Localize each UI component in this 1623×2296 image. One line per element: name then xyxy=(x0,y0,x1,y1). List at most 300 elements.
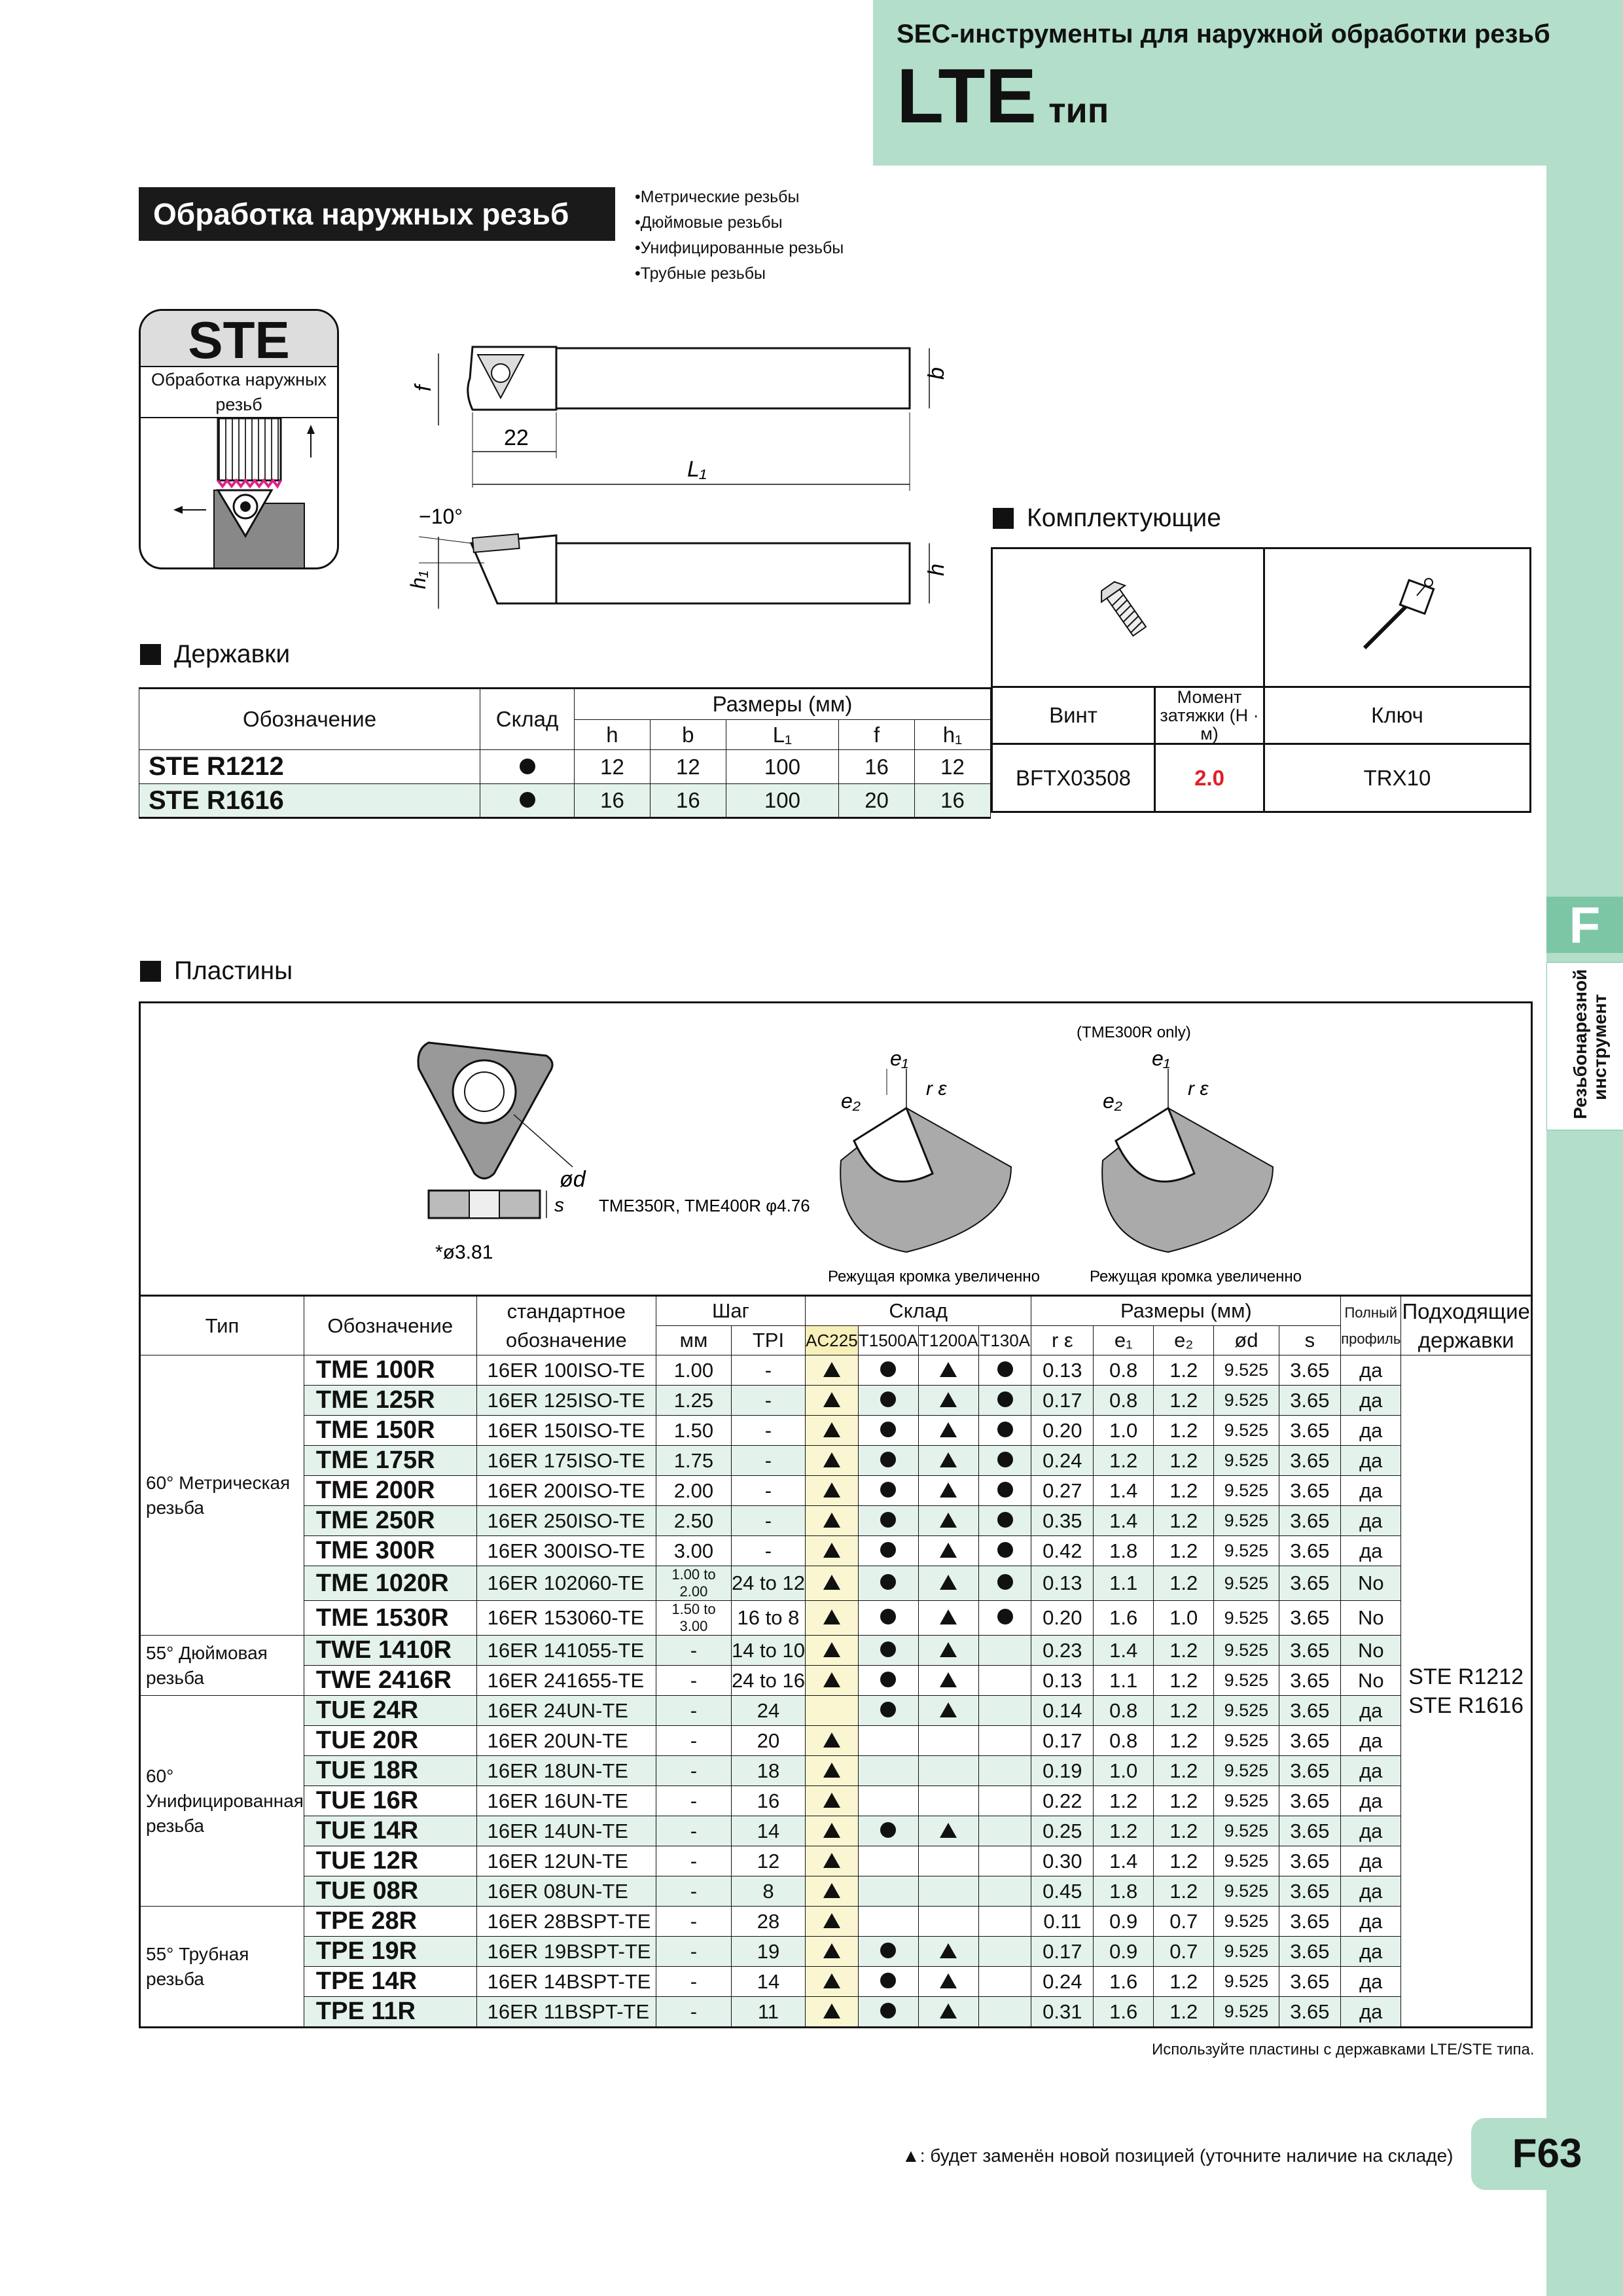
stock-cell xyxy=(858,1601,918,1636)
in-stock-icon xyxy=(997,1609,1013,1624)
grade-header: T1200A xyxy=(918,1326,978,1355)
dim-s: 3.65 xyxy=(1279,1876,1341,1907)
standard-code: 16ER 28BSPT-TE xyxy=(476,1907,656,1937)
dim-fp: No xyxy=(1341,1566,1401,1601)
side-strip xyxy=(1546,166,1623,2296)
triangle-icon xyxy=(823,1913,840,1928)
dim-fp: да xyxy=(1341,1816,1401,1846)
dim-re: 0.23 xyxy=(1031,1636,1094,1666)
pitch-mm: - xyxy=(656,1666,732,1696)
table-row xyxy=(140,1446,1532,1476)
in-stock-icon xyxy=(880,1452,896,1467)
dim-fp: да xyxy=(1341,1967,1401,1997)
stock-cell xyxy=(858,1937,918,1967)
triangle-icon xyxy=(940,1672,957,1687)
dim-s: 3.65 xyxy=(1279,1355,1341,1386)
stock-cell xyxy=(918,1726,978,1756)
table-row xyxy=(140,1386,1532,1416)
stock-cell xyxy=(805,1937,858,1967)
stock-cell xyxy=(979,1997,1031,2028)
col-standard: стандартное обозначение xyxy=(476,1296,656,1355)
triangle-icon xyxy=(940,1392,957,1407)
dim-re: 0.25 xyxy=(1031,1816,1094,1846)
cell: 20 xyxy=(839,784,915,818)
in-stock-icon xyxy=(880,1609,896,1624)
dim-e1: 1.1 xyxy=(1094,1566,1154,1601)
in-stock-icon xyxy=(997,1512,1013,1528)
stock-cell xyxy=(918,1876,978,1907)
pitch-mm: - xyxy=(656,1636,732,1666)
title-suffix: тип xyxy=(1048,91,1109,130)
pitch-tpi: 8 xyxy=(731,1876,805,1907)
insert-code: TUE 12R xyxy=(304,1846,476,1876)
pitch-mm: 1.25 xyxy=(656,1386,732,1416)
table-row xyxy=(140,1416,1532,1446)
dim-s: 3.65 xyxy=(1279,1726,1341,1756)
dim-fp: No xyxy=(1341,1601,1401,1636)
caption-edge-2: Режущая кромка увеличенно xyxy=(1090,1268,1302,1285)
dim-d: 9.525 xyxy=(1214,1756,1279,1786)
screw-image-cell xyxy=(992,548,1264,687)
label-od: ød xyxy=(560,1167,586,1192)
thread-type-item: •Метрические резьбы xyxy=(635,188,800,206)
insert-code: TWE 1410R xyxy=(304,1636,476,1666)
table-row xyxy=(140,1476,1532,1506)
dim-re: 0.11 xyxy=(1031,1907,1094,1937)
dim-e1: 1.1 xyxy=(1094,1666,1154,1696)
stock-cell xyxy=(979,1967,1031,1997)
in-stock-icon xyxy=(997,1422,1013,1437)
stock-cell xyxy=(805,1756,858,1786)
triangle-icon xyxy=(823,1543,840,1558)
holders-heading: Державки xyxy=(140,640,290,669)
stock-cell xyxy=(858,1536,918,1566)
col-mm: мм xyxy=(656,1326,732,1355)
triangle-icon xyxy=(823,1513,840,1528)
stock-cell xyxy=(979,1816,1031,1846)
in-stock-icon xyxy=(880,1391,896,1407)
stock-cell xyxy=(918,1506,978,1536)
pitch-tpi: 18 xyxy=(731,1756,805,1786)
label-e1-2: e₁ xyxy=(1152,1047,1170,1070)
dim-e1: 1.6 xyxy=(1094,1601,1154,1636)
standard-code: 16ER 200ISO-TE xyxy=(476,1476,656,1506)
triangle-icon xyxy=(823,1392,840,1407)
triangle-icon xyxy=(940,2003,957,2018)
cell: 16 xyxy=(915,784,991,818)
dim-s: 3.65 xyxy=(1279,1636,1341,1666)
dim-re: 0.22 xyxy=(1031,1786,1094,1816)
dim-header: r ε xyxy=(1031,1326,1094,1355)
dim-e1: 1.2 xyxy=(1094,1816,1154,1846)
dim-e1: 0.8 xyxy=(1094,1726,1154,1756)
insert-code: TUE 24R xyxy=(304,1696,476,1726)
stock-cell xyxy=(858,1446,918,1476)
dim-header: h xyxy=(575,720,651,750)
pitch-tpi: 28 xyxy=(731,1907,805,1937)
insert-code: TUE 14R xyxy=(304,1816,476,1846)
dim-fp: да xyxy=(1341,1506,1401,1536)
dim-re: 0.24 xyxy=(1031,1446,1094,1476)
stock-cell xyxy=(979,1876,1031,1907)
in-stock-icon xyxy=(880,1422,896,1437)
dim-re: 0.20 xyxy=(1031,1416,1094,1446)
inserts-heading: Пластины xyxy=(140,957,293,986)
pitch-mm: - xyxy=(656,1756,732,1786)
pitch-mm: 1.50 xyxy=(656,1416,732,1446)
dim-e2: 1.2 xyxy=(1154,1416,1214,1446)
insert-group-label: 60° Метрическая резьба xyxy=(140,1355,304,1636)
dim-header: b xyxy=(650,720,726,750)
table-row xyxy=(139,784,991,818)
pitch-tpi: 11 xyxy=(731,1997,805,2028)
dim-e1: 1.0 xyxy=(1094,1756,1154,1786)
insert-code: TUE 20R xyxy=(304,1726,476,1756)
in-stock-icon xyxy=(880,1542,896,1558)
dim-e1: 1.4 xyxy=(1094,1846,1154,1876)
table-row xyxy=(140,1997,1532,2028)
triangle-icon xyxy=(823,1793,840,1808)
stock-cell xyxy=(805,1566,858,1601)
pitch-tpi: - xyxy=(731,1386,805,1416)
square-bullet-icon xyxy=(140,644,161,665)
stock-cell xyxy=(979,1666,1031,1696)
header-subtitle: SEC-инструменты для наружной обработки резьб xyxy=(897,20,1550,48)
table-row xyxy=(140,1566,1532,1601)
dim-re: 0.24 xyxy=(1031,1967,1094,1997)
pitch-tpi: 14 to 10 xyxy=(731,1636,805,1666)
dim-re: 0.31 xyxy=(1031,1997,1094,2028)
stock-cell xyxy=(805,1506,858,1536)
dim-s: 3.65 xyxy=(1279,1696,1341,1726)
suitable-holder-item: STE R1616 xyxy=(1408,1693,1524,1718)
dim-e1: 1.8 xyxy=(1094,1536,1154,1566)
dim-e2: 1.2 xyxy=(1154,1876,1214,1907)
holder-code: STE R1212 xyxy=(139,750,480,784)
table-row xyxy=(140,1907,1532,1937)
dim-e2: 1.2 xyxy=(1154,1446,1214,1476)
col-designation: Обозначение xyxy=(304,1296,476,1355)
triangle-icon xyxy=(823,2003,840,2018)
cell: 16 xyxy=(575,784,651,818)
pitch-tpi: 16 to 8 xyxy=(731,1601,805,1636)
dim-d: 9.525 xyxy=(1214,1816,1279,1846)
triangle-icon xyxy=(940,1973,957,1988)
stock-cell xyxy=(979,1726,1031,1756)
label-angle: −10° xyxy=(419,505,463,528)
cell: 12 xyxy=(650,750,726,784)
triangle-icon xyxy=(940,1452,957,1467)
pitch-mm: - xyxy=(656,1907,732,1937)
col-tpi: TPI xyxy=(731,1326,805,1355)
table-row xyxy=(140,1536,1532,1566)
dim-re: 0.30 xyxy=(1031,1846,1094,1876)
dim-d: 9.525 xyxy=(1214,1937,1279,1967)
in-stock-icon xyxy=(520,792,535,808)
thread-type-item: •Трубные резьбы xyxy=(635,264,766,283)
standard-code: 16ER 241655-TE xyxy=(476,1666,656,1696)
grade-header: AC225 xyxy=(805,1326,858,1355)
dim-e1: 1.2 xyxy=(1094,1786,1154,1816)
key-icon xyxy=(1351,569,1443,661)
standard-code: 16ER 20UN-TE xyxy=(476,1726,656,1756)
triangle-icon xyxy=(940,1823,957,1838)
pitch-tpi: 14 xyxy=(731,1816,805,1846)
stock-cell xyxy=(918,1786,978,1816)
triangle-icon xyxy=(823,1732,840,1748)
stock-cell xyxy=(805,1601,858,1636)
dim-fp: да xyxy=(1341,1907,1401,1937)
triangle-icon xyxy=(940,1642,957,1657)
dim-e2: 1.2 xyxy=(1154,1816,1214,1846)
dim-d: 9.525 xyxy=(1214,1566,1279,1601)
dim-e2: 1.2 xyxy=(1154,1636,1214,1666)
stock-cell xyxy=(858,1476,918,1506)
holder-code: STE R1616 xyxy=(139,784,480,818)
dim-e1: 1.2 xyxy=(1094,1446,1154,1476)
triangle-icon xyxy=(940,1513,957,1528)
cell: 16 xyxy=(650,784,726,818)
insert-code: TME 1020R xyxy=(304,1566,476,1601)
stock-cell xyxy=(918,1937,978,1967)
cell: 12 xyxy=(915,750,991,784)
stock-cell xyxy=(805,1536,858,1566)
stock-cell xyxy=(805,1636,858,1666)
triangle-icon xyxy=(823,1422,840,1437)
cell: 100 xyxy=(726,784,838,818)
dim-e2: 1.2 xyxy=(1154,1846,1214,1876)
insert-code: TME 100R xyxy=(304,1355,476,1386)
dim-fp: да xyxy=(1341,1726,1401,1756)
stock-cell xyxy=(858,1786,918,1816)
stock-cell xyxy=(858,1355,918,1386)
dim-d: 9.525 xyxy=(1214,1355,1279,1386)
standard-code: 16ER 100ISO-TE xyxy=(476,1355,656,1386)
inserts-table xyxy=(139,1295,1533,2028)
dim-re: 0.35 xyxy=(1031,1506,1094,1536)
thread-types-list xyxy=(635,185,844,287)
col-stock: Склад xyxy=(480,689,575,750)
dim-re: 0.13 xyxy=(1031,1355,1094,1386)
pitch-tpi: 24 to 16 xyxy=(731,1666,805,1696)
dim-fp: да xyxy=(1341,1937,1401,1967)
stock-cell xyxy=(918,1666,978,1696)
label-tme300-only: (TME300R only) xyxy=(1077,1024,1191,1041)
stock-cell xyxy=(979,1756,1031,1786)
pitch-tpi: - xyxy=(731,1446,805,1476)
insert-figures xyxy=(141,1003,1528,1291)
key-image-cell xyxy=(1264,548,1531,687)
triangle-icon xyxy=(823,1575,840,1590)
dim-e2: 1.2 xyxy=(1154,1997,1214,2028)
badge-code: STE xyxy=(141,311,337,366)
in-stock-icon xyxy=(997,1391,1013,1407)
dim-e1: 1.4 xyxy=(1094,1636,1154,1666)
dim-s: 3.65 xyxy=(1279,1386,1341,1416)
stock-cell xyxy=(979,1506,1031,1536)
dim-d: 9.525 xyxy=(1214,1476,1279,1506)
pitch-tpi: 20 xyxy=(731,1726,805,1756)
insert-group-label: 55° Дюймовая резьба xyxy=(140,1636,304,1696)
label-h1: h₁ xyxy=(406,571,430,589)
dim-d: 9.525 xyxy=(1214,1967,1279,1997)
col-full-profile: Полный профиль xyxy=(1341,1296,1401,1355)
dim-s: 3.65 xyxy=(1279,1816,1341,1846)
col-pitch: Шаг xyxy=(656,1296,806,1326)
triangle-icon xyxy=(823,1362,840,1377)
col-stock: Склад xyxy=(805,1296,1031,1326)
in-stock-icon xyxy=(997,1574,1013,1590)
pitch-mm: 2.00 xyxy=(656,1476,732,1506)
dim-e2: 1.2 xyxy=(1154,1726,1214,1756)
dim-e1: 0.9 xyxy=(1094,1907,1154,1937)
standard-code: 16ER 16UN-TE xyxy=(476,1786,656,1816)
insert-code: TWE 2416R xyxy=(304,1666,476,1696)
col-torque-header: Момент затяжки (Н · м) xyxy=(1155,687,1264,744)
dim-fp: да xyxy=(1341,1446,1401,1476)
stock-cell xyxy=(979,1846,1031,1876)
dim-e1: 0.8 xyxy=(1094,1386,1154,1416)
accessories-heading: Комплектующие xyxy=(993,504,1221,533)
standard-code: 16ER 141055-TE xyxy=(476,1636,656,1666)
in-stock-icon xyxy=(880,1574,896,1590)
insert-group-label: 60° Унифицированная резьба xyxy=(140,1696,304,1907)
dim-e2: 1.2 xyxy=(1154,1967,1214,1997)
dim-s: 3.65 xyxy=(1279,1446,1341,1476)
col-dimensions: Размеры (мм) xyxy=(1031,1296,1341,1326)
torque-value: 2.0 xyxy=(1155,744,1264,812)
stock-cell xyxy=(918,1846,978,1876)
dim-s: 3.65 xyxy=(1279,1967,1341,1997)
stock-cell xyxy=(858,1636,918,1666)
stock-cell xyxy=(858,1756,918,1786)
label-b: b xyxy=(924,367,949,380)
holders-table xyxy=(139,687,991,819)
table-row xyxy=(140,1355,1532,1386)
dim-s: 3.65 xyxy=(1279,1786,1341,1816)
dim-e2: 0.7 xyxy=(1154,1937,1214,1967)
stock-cell xyxy=(979,1386,1031,1416)
side-tab-letter[interactable]: F xyxy=(1546,897,1623,953)
dim-d: 9.525 xyxy=(1214,1446,1279,1476)
stock-cell xyxy=(918,1696,978,1726)
insert-code: TME 125R xyxy=(304,1386,476,1416)
stock-cell xyxy=(979,1566,1031,1601)
label-re-2: r ε xyxy=(1188,1078,1209,1100)
standard-code: 16ER 175ISO-TE xyxy=(476,1446,656,1476)
dim-e2: 1.2 xyxy=(1154,1696,1214,1726)
standard-code: 16ER 24UN-TE xyxy=(476,1696,656,1726)
standard-code: 16ER 14UN-TE xyxy=(476,1816,656,1846)
grade-header: T1500A xyxy=(858,1326,918,1355)
label-L1: L₁ xyxy=(687,457,707,482)
dim-s: 3.65 xyxy=(1279,1566,1341,1601)
dim-fp: да xyxy=(1341,1696,1401,1726)
dim-s: 3.65 xyxy=(1279,1476,1341,1506)
label-star-note: TME350R, TME400R φ4.76 xyxy=(599,1196,810,1215)
square-bullet-icon xyxy=(140,961,161,982)
dim-s: 3.65 xyxy=(1279,1846,1341,1876)
stock-cell xyxy=(979,1355,1031,1386)
stock-cell xyxy=(979,1636,1031,1666)
stock-cell xyxy=(979,1601,1031,1636)
dim-e2: 1.2 xyxy=(1154,1476,1214,1506)
stock-cell xyxy=(858,1876,918,1907)
table-row xyxy=(140,1816,1532,1846)
stock-cell xyxy=(918,1997,978,2028)
standard-code: 16ER 18UN-TE xyxy=(476,1756,656,1786)
table-row xyxy=(140,1756,1532,1786)
label-e2-2: e₂ xyxy=(1103,1089,1122,1113)
insert-code: TUE 08R xyxy=(304,1876,476,1907)
standard-code: 16ER 150ISO-TE xyxy=(476,1416,656,1446)
dim-d: 9.525 xyxy=(1214,1726,1279,1756)
label-22: 22 xyxy=(504,425,529,450)
dim-fp: да xyxy=(1341,1416,1401,1446)
dim-e1: 0.8 xyxy=(1094,1355,1154,1386)
dim-e2: 1.2 xyxy=(1154,1566,1214,1601)
stock-cell xyxy=(858,1416,918,1446)
in-stock-icon xyxy=(997,1452,1013,1467)
dim-s: 3.65 xyxy=(1279,1666,1341,1696)
standard-code: 16ER 153060-TE xyxy=(476,1601,656,1636)
dim-e1: 1.6 xyxy=(1094,1997,1154,2028)
ste-badge xyxy=(139,309,339,569)
stock-cell xyxy=(918,1816,978,1846)
stock-cell xyxy=(918,1756,978,1786)
dim-e1: 1.6 xyxy=(1094,1967,1154,1997)
label-f: f xyxy=(411,385,436,391)
triangle-icon xyxy=(823,1482,840,1498)
standard-code: 16ER 125ISO-TE xyxy=(476,1386,656,1416)
dim-d: 9.525 xyxy=(1214,1666,1279,1696)
cell: 12 xyxy=(575,750,651,784)
stock-cell xyxy=(805,1907,858,1937)
triangle-icon xyxy=(940,1575,957,1590)
suitable-holder-item: STE R1212 xyxy=(1408,1664,1524,1689)
in-stock-icon xyxy=(880,1482,896,1498)
threading-illustration xyxy=(141,418,337,569)
thread-type-item: •Дюймовые резьбы xyxy=(635,213,783,232)
holder-drawing xyxy=(393,327,969,622)
triangle-icon xyxy=(940,1422,957,1437)
pitch-mm: - xyxy=(656,1967,732,1997)
triangle-icon xyxy=(823,1973,840,1988)
suitable-holders xyxy=(1401,1355,1532,2028)
standard-code: 16ER 12UN-TE xyxy=(476,1846,656,1876)
stock-cell xyxy=(918,1355,978,1386)
in-stock-icon xyxy=(880,1512,896,1528)
stock-cell xyxy=(805,1876,858,1907)
pitch-mm: - xyxy=(656,1876,732,1907)
dim-header: e₁ xyxy=(1094,1326,1154,1355)
label-re: r ε xyxy=(926,1078,947,1100)
dim-re: 0.20 xyxy=(1031,1601,1094,1636)
dim-s: 3.65 xyxy=(1279,1997,1341,2028)
stock-cell xyxy=(918,1601,978,1636)
dim-d: 9.525 xyxy=(1214,1601,1279,1636)
stock-cell xyxy=(858,1566,918,1601)
dim-e2: 1.0 xyxy=(1154,1601,1214,1636)
pitch-tpi: - xyxy=(731,1355,805,1386)
insert-code: TME 1530R xyxy=(304,1601,476,1636)
dim-e1: 1.0 xyxy=(1094,1416,1154,1446)
dim-d: 9.525 xyxy=(1214,1696,1279,1726)
stock-cell xyxy=(918,1446,978,1476)
stock-cell xyxy=(979,1536,1031,1566)
triangle-icon xyxy=(823,1609,840,1624)
side-tab-text[interactable]: Резьбонарезной инструмент xyxy=(1570,969,1610,1119)
